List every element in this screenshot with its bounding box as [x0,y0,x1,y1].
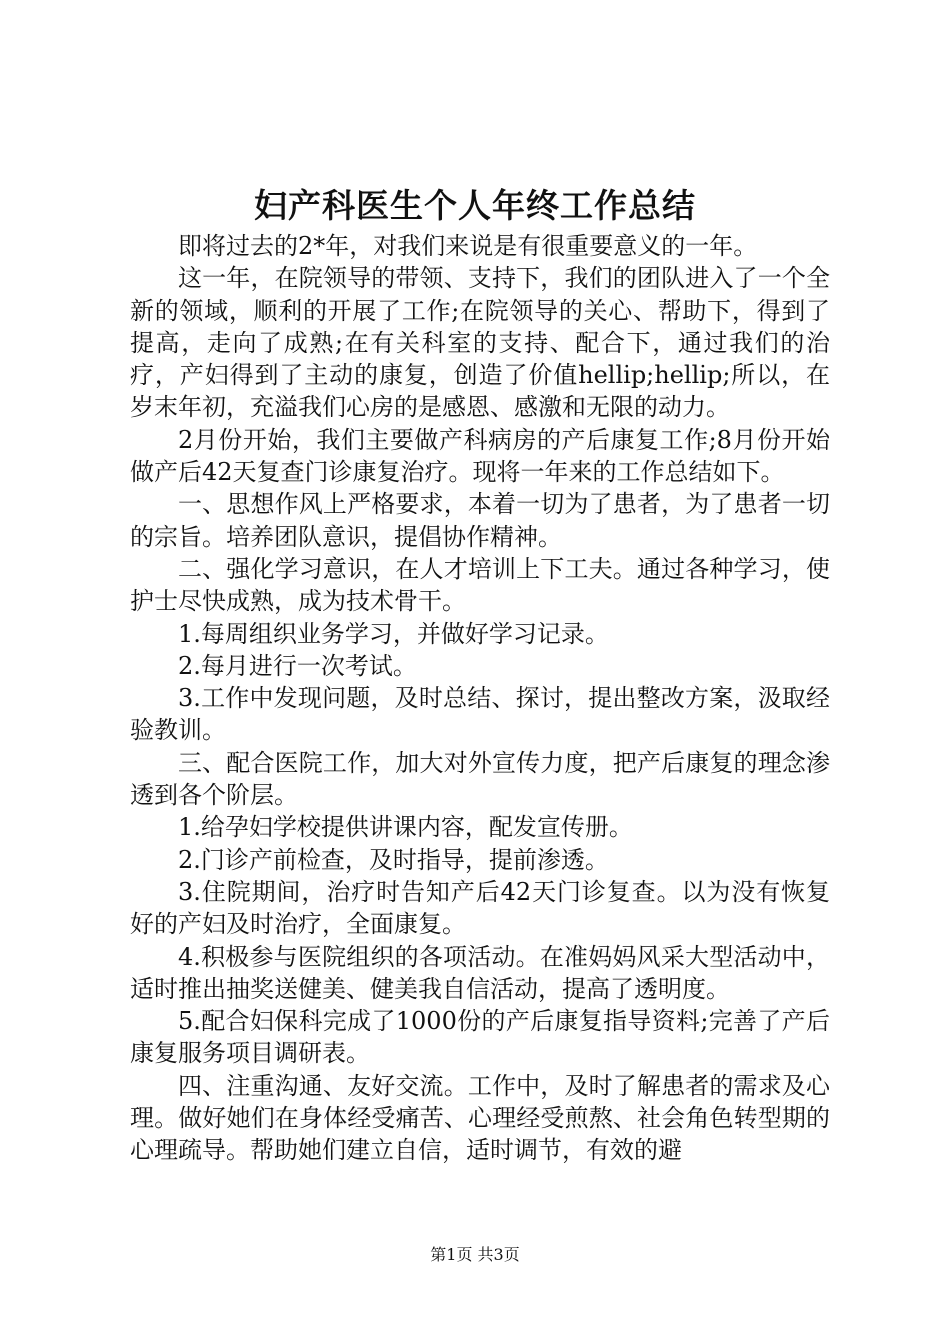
paragraph: 1.给孕妇学校提供讲课内容，配发宣传册。 [178,813,633,842]
paragraph: 2.每月进行一次考试。 [178,651,417,680]
paragraph: 2.门诊产前检查，及时指导，提前渗透。 [178,845,609,874]
paragraph: 3.住院期间，治疗时告知产后42天门诊复查。以为没有恢复好的产妇及时治疗，全面康复。 [130,877,830,939]
document-body [130,230,830,1167]
paragraph: 这一年，在院领导的带领、支持下，我们的团队进入了一个全新的领域，顺利的开展了工作;在院领导的关心、帮助下，得到了提高，走向了成熟;在有关科室的支持、配合下，通过我们的治疗，产妇得到了主动的康复，创造了价值hellip;hellip;所以，在岁末年初，充溢我们心房的是感恩、感激和无限的动力。 [130,264,830,422]
paragraph: 三、配合医院工作，加大对外宣传力度，把产后康复的理念渗透到各个阶层。 [130,748,830,810]
paragraph: 二、强化学习意识，在人才培训上下工夫。通过各种学习，使护士尽快成熟，成为技术骨干。 [130,554,830,616]
document-title: 妇产科医生个人年终工作总结 [254,186,696,225]
paragraph: 即将过去的2*年，对我们来说是有很重要意义的一年。 [178,232,758,260]
paragraph: 四、注重沟通、友好交流。工作中，及时了解患者的需求及心理。做好她们在身体经受痛苦、心理经受煎熬、社会角色转型期的心理疏导。帮助她们建立自信，适时调节，有效的避 [130,1071,830,1165]
paragraph: 4.积极参与医院组织的各项活动。在准妈妈风采大型活动中，适时推出抽奖送健美、健美我自信活动，提高了透明度。 [130,942,830,1003]
paragraph: 1.每周组织业务学习，并做好学习记录。 [178,619,609,648]
paragraph: 5.配合妇保科完成了1000份的产后康复指导资料;完善了产后康复服务项目调研表。 [130,1007,830,1068]
paragraph: 3.工作中发现问题，及时总结、探讨，提出整改方案，汲取经验教训。 [130,684,830,745]
paragraph: 2月份开始，我们主要做产科病房的产后康复工作;8月份开始做产后42天复查门诊康复治疗。现将一年来的工作总结如下。 [130,425,830,487]
page-footer: 第1页 共3页 [430,1245,520,1264]
paragraph: 一、思想作风上严格要求，本着一切为了患者，为了患者一切的宗旨。培养团队意识，提倡协作精神。 [130,490,830,551]
